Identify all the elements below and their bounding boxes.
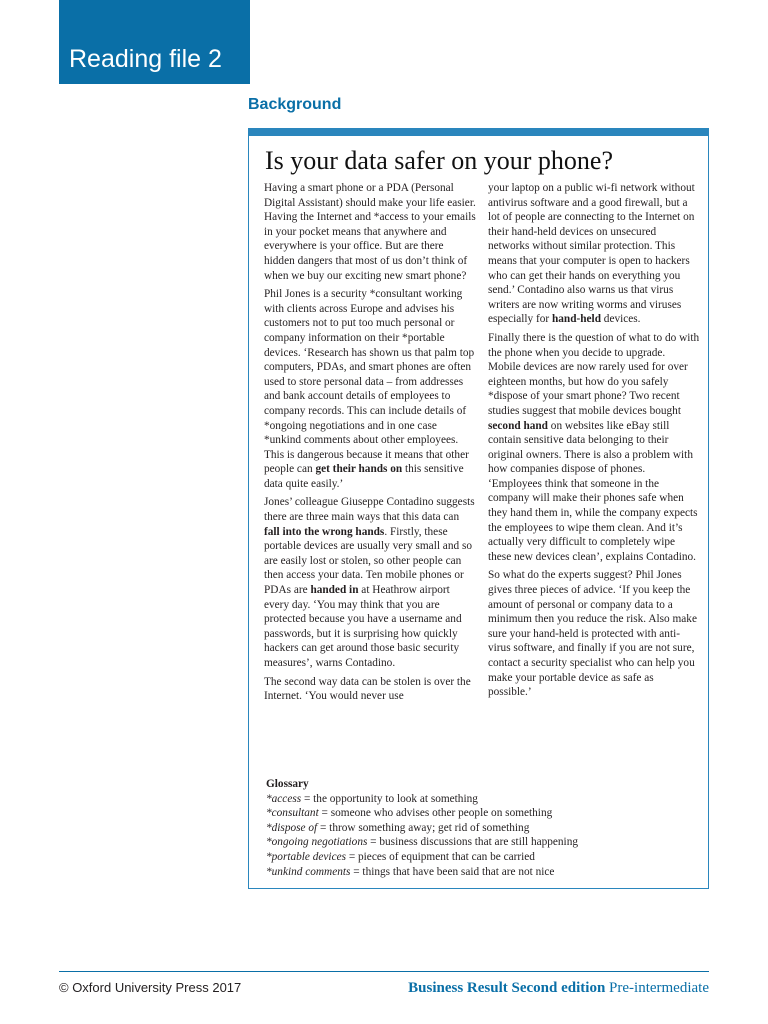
glossary-entry <box>266 792 696 807</box>
text-run: Phil Jones is a security *consultant working with clients across Europe and advises his customers not to put too much personal or company information on their *portable devices. ‘Research has shown us that palm top computers, PDAs, and smart phones are often used to store personal data – from addresses and bank account details of employees to company records. This can include details of *ongoing negotiations and in one case *unkind comments about other employees. This is dangerous because it means that other people can <box>264 288 475 476</box>
glossary-entries <box>266 792 696 880</box>
glossary-term: *access <box>266 792 302 805</box>
article-box <box>248 128 709 889</box>
article-left-column <box>264 181 476 708</box>
bold-phrase: hand-held <box>552 313 601 326</box>
glossary-entry <box>266 806 696 821</box>
article-paragraph <box>264 287 476 491</box>
glossary-term: *consultant <box>266 807 319 820</box>
text-run: your laptop on a public wi-fi network without antivirus software and a good firewall, but a lot of people are connecting to the Internet on their hand-held devices on unsecured networks without similar protection. This means that your computer is open to hackers who can get their hands on everything you send.’ Contadino also warns us that virus writers are now writing worms and viruses especially for <box>488 182 695 326</box>
text-run: So what do the experts suggest? Phil Jones gives three pieces of advice. ‘If you keep the amount of personal or company data to a minimum then you reduce the risk. Also make sure your hand-held is protected with anti-virus software, and finally if you are not sure, contact a security specialist who can help you make your portable device as safe as possible.’ <box>488 569 697 699</box>
text-run: . Firstly, these portable devices are usually very small and so are easily lost or stolen, so other people can then access your data. Ten mobile phones or PDAs are <box>264 525 472 597</box>
article-paragraph <box>488 568 700 699</box>
glossary-entry <box>266 865 696 880</box>
glossary-title: Glossary <box>266 778 309 790</box>
glossary-term: *unkind comments <box>266 865 351 878</box>
article-paragraph <box>264 675 476 704</box>
bold-phrase: get their hands on <box>315 463 403 476</box>
text-run: Having a smart phone or a PDA (Personal Digital Assistant) should make your life easier. Having the Internet and *access to your emails in your pocket means that anywhere and everywhere is your office. But are there hidden dangers that most of us don’t think of when we buy our exciting new smart phone? <box>264 182 476 282</box>
glossary-definition: = pieces of equipment that can be carried <box>346 850 535 863</box>
glossary-definition: = business discussions that are still happening <box>367 836 578 849</box>
article-right-column <box>488 181 700 704</box>
glossary-entry <box>266 850 696 865</box>
footer-copyright: © Oxford University Press 2017 <box>59 980 242 995</box>
glossary-definition: = the opportunity to look at something <box>301 792 478 805</box>
glossary <box>266 777 696 879</box>
text-run: Jones’ colleague Giuseppe Contadino suggests there are three main ways that this data can <box>264 496 475 524</box>
tab-title: Reading file 2 <box>69 45 222 73</box>
bold-phrase: handed in <box>310 584 359 597</box>
article-paragraph <box>264 495 476 670</box>
article-paragraph <box>488 181 700 327</box>
text-run: The second way data can be stolen is over the Internet. ‘You would never use <box>264 675 471 703</box>
glossary-definition: = someone who advises other people on something <box>318 807 553 820</box>
bold-phrase: fall into the wrong hands <box>264 525 385 538</box>
bold-phrase: second hand <box>488 419 548 432</box>
glossary-definition: = throw something away; get rid of something <box>317 821 530 834</box>
glossary-entry <box>266 835 696 850</box>
footer-level: Pre-intermediate <box>605 980 709 996</box>
text-run: this sensitive data quite easily.’ <box>264 463 464 490</box>
section-label: Background <box>248 96 342 113</box>
text-run: Finally there is the question of what to do with the phone when you decide to upgrade. Mobile devices are now rarely used for over eighteen months, but how do you safely *dispose of your smart phone? Two recent studies suggest that mobile devices bought <box>488 331 700 417</box>
footer-divider <box>59 971 709 972</box>
text-run: on websites like eBay still contain sensitive data belonging to their original owners. There is also a problem with how companies dispose of phones. ‘Employees think that someone in the company will make their phones safe when they hand them in, while the company expects the employees to wipe them clean. And it’s actually very difficult to completely wipe these new devices clean’, explains Contadino. <box>488 419 698 563</box>
text-run: devices. <box>600 313 641 326</box>
footer-book-info <box>408 980 709 997</box>
article-paragraph <box>488 331 700 565</box>
glossary-term: *dispose of <box>266 821 318 834</box>
glossary-entry <box>266 821 696 836</box>
glossary-term: *portable devices <box>266 850 346 863</box>
glossary-term: *ongoing negotiations <box>266 836 368 849</box>
article-paragraph <box>264 181 476 283</box>
article-title: Is your data safer on your phone? <box>265 146 613 175</box>
glossary-definition: = things that have been said that are not nice <box>350 865 555 878</box>
footer-book-title: Business Result Second edition <box>408 980 606 996</box>
text-run: at Heathrow airport every day. ‘You may think that you are protected because you have a username and passwords, but it is surprising how quickly hackers can get around those basic security measures’, warns Contadino. <box>264 584 462 669</box>
reading-file-tab <box>59 0 250 84</box>
